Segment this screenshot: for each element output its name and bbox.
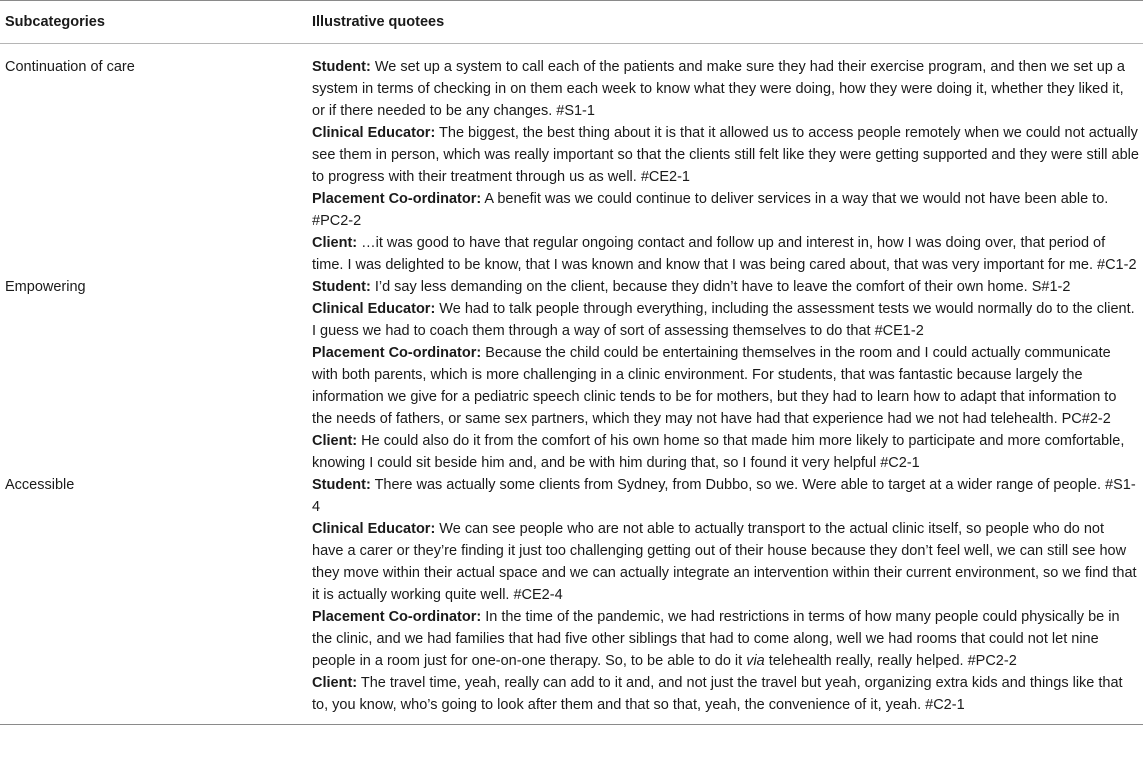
table-row [0, 276, 1143, 474]
quote-text: We can see people who are not able to actually transport to the actual clinic itself, so people who do not have a carer or they’re finding it just too challenging getting out of their house because they don’t feel well, we can still see how they move within their actual space and we can actually integrate an intervention within their current environment, so we find that it is actually working quite well. #CE2-4 [312, 521, 1137, 603]
quote-text: Because the child could be entertaining themselves in the room and I could actually communicate with both parents, which is more challenging in a clinic environment. For students, that was fantastic because largely the information we give for a pediatric speech clinic tends to be for mothers, but they had to learn how to adapt that information to the needs of fathers, or same sex partners, which they may not have had that experience had we not had telehealth. PC#2-2 [312, 345, 1117, 427]
quote-client [312, 430, 1139, 474]
quote-text: I’d say less demanding on the client, because they didn’t have to leave the comfort of their own home. S#1-2 [370, 279, 1071, 295]
quote-client [312, 232, 1139, 276]
quote-text: A benefit was we could continue to deliver services in a way that we would not have been able to. #PC2-2 [312, 191, 1109, 229]
table-row [0, 44, 1143, 276]
table-bottom-rule [0, 724, 1143, 725]
header-illustrative-quotes: Illustrative quotees [312, 14, 445, 30]
quote-text-before: In the time of the pandemic, we had restrictions in terms of how many people could physically be in the clinic, and we had families that had five other siblings that had to come along, well we had rooms that could not let nine people in a room just for one-on-one therapy. So, to be able to do it [312, 609, 1120, 669]
quote-text-after: telehealth really, really helped. #PC2-2 [764, 653, 1017, 669]
quote-client [312, 672, 1139, 716]
quote-student [312, 56, 1139, 122]
quotes-cell [312, 56, 1143, 276]
quote-placement-coordinator [312, 606, 1139, 672]
table-header [0, 0, 1143, 44]
quote-clinical-educator [312, 122, 1139, 188]
speaker-label: Student: [312, 279, 371, 295]
quote-text: The travel time, yeah, really can add to it and, and not just the travel but yeah, organizing extra kids and things like that to, you know, who’s going to look after them and that so that, yeah, the convenience of it, yeah. #C2-1 [312, 675, 1123, 713]
speaker-label: Student: [312, 59, 371, 75]
quote-placement-coordinator [312, 188, 1139, 232]
speaker-label: Client: [312, 433, 358, 449]
subcategory-cell: Empowering [5, 279, 86, 295]
quote-clinical-educator [312, 518, 1139, 606]
speaker-label: Client: [312, 675, 358, 691]
quotes-cell [312, 474, 1143, 716]
subcategory-cell: Accessible [5, 477, 75, 493]
speaker-label: Placement Co-ordinator: [312, 191, 482, 207]
speaker-label: Clinical Educator: [312, 301, 436, 317]
quote-text: We had to talk people through everything, including the assessment tests we would normally do to the client. I guess we had to coach them through a way of sort of assessing themselves to do that #CE1-2 [312, 301, 1135, 339]
quote-student [312, 276, 1139, 298]
quote-text-italic: via [746, 653, 765, 669]
quote-text: …it was good to have that regular ongoing contact and follow up and interest in, how I was doing over, that period of time. I was delighted to be know, that I was known and know that I was being cared about, that was very important for me. #C1-2 [312, 235, 1137, 273]
quote-placement-coordinator [312, 342, 1139, 430]
quote-text: There was actually some clients from Sydney, from Dubbo, so we. Were able to target at a wider range of people. #S1-4 [312, 477, 1136, 515]
table-row [0, 474, 1143, 716]
speaker-label: Placement Co-ordinator: [312, 345, 482, 361]
quote-clinical-educator [312, 298, 1139, 342]
speaker-label: Placement Co-ordinator: [312, 609, 482, 625]
speaker-label: Client: [312, 235, 358, 251]
speaker-label: Student: [312, 477, 371, 493]
subcategory-cell: Continuation of care [5, 59, 135, 75]
quote-text: The biggest, the best thing about it is that it allowed us to access people remotely when we could not actually see them in person, which was really important so that the clients still felt like they were getting supported and they were still able to progress with their treatment through us as well. #CE2-1 [312, 125, 1139, 185]
quote-student [312, 474, 1139, 518]
quote-text: He could also do it from the comfort of his own home so that made him more likely to participate and more comfortable, knowing I could sit beside him and, and be with him during that, so I found it very helpful #C2-1 [312, 433, 1125, 471]
speaker-label: Clinical Educator: [312, 521, 436, 537]
speaker-label: Clinical Educator: [312, 125, 436, 141]
header-subcategories: Subcategories [5, 14, 105, 30]
quotes-cell [312, 276, 1143, 474]
quote-text: We set up a system to call each of the patients and make sure they had their exercise program, and then we set up a system in terms of checking in on them each week to know what they were doing, how they were doing it, whether they liked it, or if there needed to be any changes. #S1-1 [312, 59, 1125, 119]
